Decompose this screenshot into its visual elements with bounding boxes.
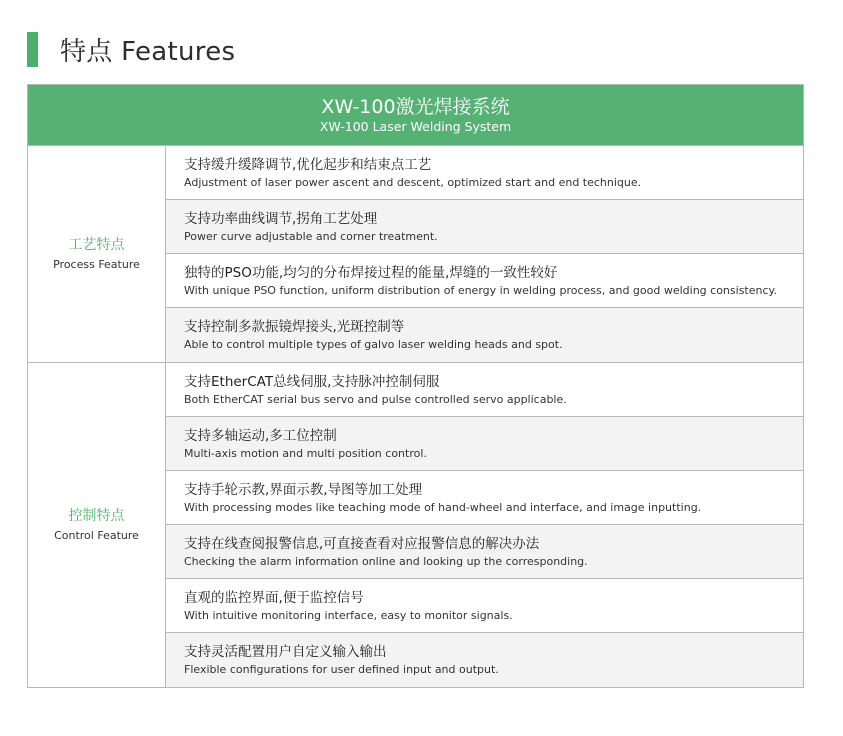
table-header [28, 85, 803, 146]
row-text-en: Multi-axis motion and multi position control. [184, 446, 427, 460]
row-text-cn: 支持缓升缓降调节,优化起步和结束点工艺 [184, 156, 432, 173]
row-text-cn: 独特的PSO功能,均匀的分布焊接过程的能量,焊缝的一致性较好 [184, 264, 558, 281]
group-label-cn: 控制特点 [68, 507, 125, 524]
table-row [166, 254, 803, 308]
row-text-en: With intuitive monitoring interface, easy to monitor signals. [184, 608, 513, 622]
group-label-en: Control Feature [54, 528, 139, 542]
row-text-en: Both EtherCAT serial bus servo and pulse controlled servo applicable. [184, 392, 567, 406]
row-text-cn: 支持灵活配置用户自定义输入输出 [184, 644, 387, 660]
row-text-cn: 支持手轮示教,界面示教,导图等加工处理 [184, 481, 423, 498]
row-text-cn: 支持控制多款振镜焊接头,光斑控制等 [184, 319, 405, 335]
row-text-cn: 支持功率曲线调节,拐角工艺处理 [184, 210, 378, 227]
row-text-en: Flexible configurations for user defined input and output. [184, 663, 499, 676]
row-text-en: Power curve adjustable and corner treatment. [184, 229, 438, 243]
group-rows-process [166, 146, 803, 362]
group-rows-control [166, 363, 803, 687]
feature-group-process [28, 146, 803, 363]
row-text-cn: 直观的监控界面,便于监控信号 [184, 589, 364, 606]
group-label-en: Process Feature [53, 257, 140, 271]
table-row [166, 633, 803, 687]
heading-accent-bar [27, 32, 38, 67]
row-text-cn: 支持多轴运动,多工位控制 [184, 427, 337, 444]
row-text-en: With unique PSO function, uniform distribution of energy in welding process, and good welding consistency. [184, 283, 777, 297]
table-title: XW-100激光焊接系统 [321, 95, 510, 118]
table-subtitle: XW-100 Laser Welding System [319, 118, 512, 134]
row-text-en: Checking the alarm information online and looking up the corresponding. [184, 554, 588, 568]
row-text-cn: 支持EtherCAT总线伺服,支持脉冲控制伺服 [184, 373, 440, 390]
page-title: 特点 Features [60, 36, 236, 67]
table-row [166, 471, 803, 525]
features-table [27, 84, 804, 688]
feature-group-control [28, 363, 803, 687]
table-row [166, 308, 803, 362]
row-text-en: Able to control multiple types of galvo laser welding heads and spot. [184, 338, 563, 351]
table-row [166, 363, 803, 417]
table-row [166, 146, 803, 200]
table-row [166, 525, 803, 579]
row-text-en: With processing modes like teaching mode of hand-wheel and interface, and image inputting. [184, 500, 702, 514]
group-label-process [28, 146, 166, 362]
section-heading [27, 31, 235, 67]
table-row [166, 579, 803, 633]
row-text-en: Adjustment of laser power ascent and descent, optimized start and end technique. [184, 175, 642, 189]
group-label-control [28, 363, 166, 687]
table-row [166, 200, 803, 254]
table-row [166, 417, 803, 471]
row-text-cn: 支持在线查阅报警信息,可直接查看对应报警信息的解决办法 [184, 535, 540, 552]
group-label-cn: 工艺特点 [68, 236, 125, 253]
